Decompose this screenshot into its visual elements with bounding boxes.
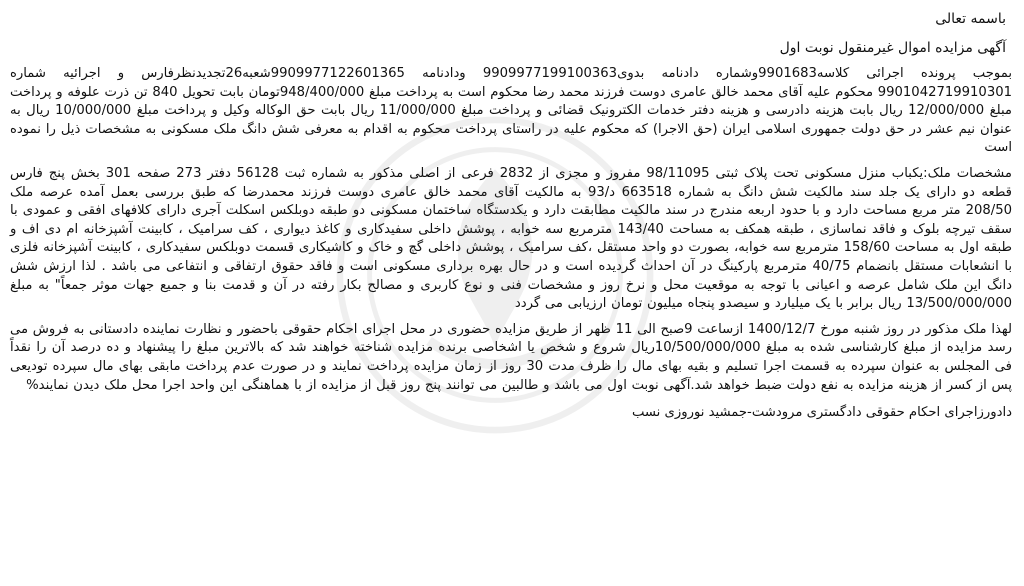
paragraph-property-specs: مشخصات ملک:یکباب منزل مسکونی تحت پلاک ثبتی 98/11095 مفروز و مجزی از 2832 فرعی از اصلی مذکور به شماره ثبت 56128 دفتر 273 صفحه 301 بخش پنج فارس قطعه دو دارای یک جلد سند مالکیت شش دانگ به شماره 663518 د/93 به مالکیت آقای محمد خالق عامری دوست فرزند محمدرضا که طبق بررسی بعمل آمده عرصه ملک 208/50 متر مربع مساحت دارد و با حدود اربعه مندرج در سند مالکیت مطابقت دارد و یکدستگاه ساختمان مسکونی دو طبقه دوبلکس اسکلت آجری دارای کلافهای افقی و عمودی با سقف تیرچه بلوک و فاقد نماسازی ، طبقه همکف به مساحت 143/40 مترمربع سه خوابه ، پوشش داخلی سفیدکاری و کاغذ دیواری ، کف سرامیک ، کابینت آشپزخانه ام دی اف و طبقه اول به مساحت 158/60 مترمربع سه خوابه، بصورت دو واحد مستقل ،کف سرامیک ، پوشش داخلی گچ و خاک و کاشیکاری قسمت دوبلکس سفیدکاری ، کابینت آشپزخانه فلزی با انشعابات مستقل بانضمام 40/75 مترمربع پارکینگ در آن احداث گردیده است و در حال بهره برداری مسکونی است و فاقد حقوق ارتفاقی و انتفاعی می باشد . لذا ارزش شش دانگ این ملک شامل عرصه و اعیانی با توجه به موقعیت محل و نرخ روز و مشخصات فنی و نوع کاربری و مصالح بکار رفته در آن و قدمت بنا و جمیع جهات موثر جمعاً" به مبلغ 13/500/000/000 ریال برابر با یک میلیارد و سیصدو پنجاه میلیون تومان ارزیابی می گردد (10, 165, 1013, 312)
doc-header-basmala: باسمه تعالی (935, 11, 1006, 27)
paragraph-auction-terms: لهذا ملک مذکور در روز شنبه مورخ 1400/12/7 ازساعت 9صبح الی 11 ظهر از طریق مزایده حضوری در محل اجرای احکام حقوقی باحضور و نظارت نماینده دادستانی به فروش می رسد مزایده از مبلغ کارشناسی شده به مبلغ 10/500/000/000ریال شروع و شخص یا اشخاصی برنده مزایده شناخته خواهند شد که بالاترین مبلغ را پیشنهاد و ده درصد آن را نقداً فی المجلس به عنوان سپرده به قسمت اجرا تسلیم و بقیه بهای مال را ظرف مدت 30 روز از زمان مزایده پرداخت نمایند و در صورت عدم پرداخت مابقی بهای مال سپرده تودیعی پس از کسر از هزینه مزایده به نفع دولت ضبط خواهد شد.آگهی نوبت اول می باشد و طالبین می توانند پنج روز قبل از مزایده از با هماهنگی این واحد اجرا محل ملک دیدن نمایند% (10, 321, 1013, 393)
doc-title: آگهی مزایده اموال غیرمنقول نوبت اول (779, 40, 1006, 56)
paragraph-case-details: بموجب پرونده اجرائی کلاسه9901683وشماره دادنامه بدوی9909977199100363 ودادنامه 9909977122601365شعبه26تجدیدنظرفارس و اجرائیه شماره 9901042719910301 محکوم علیه آقای محمد خالق عامری دوست فرزند محمد رضا محکوم است به پرداخت مبلغ 948/400/000تومان بابت تحویل 840 تن ذرت علوفه و پرداخت مبلغ 12/000/000 ریال بابت هزینه دادرسی و هزینه دفتر خدمات الکترونیک قضائی و پرداخت مبلغ 11/000/000 ریال بابت حق الوکاله وکیل و پرداخت مبلغ 10/000/000 ریال به عنوان نیم عشر در حق دولت جمهوری اسلامی ایران (حق الاجرا) که محکوم علیه در راستای پرداخت محکوم به اقدام به معرفی شش دانگ ملک مسکونی به مشخصات ذیل را نموده است (10, 66, 1012, 156)
signature-line: دادورزاجرای احکام حقوقی دادگستری مرودشت-جمشید نوروزی نسب (631, 405, 1012, 421)
